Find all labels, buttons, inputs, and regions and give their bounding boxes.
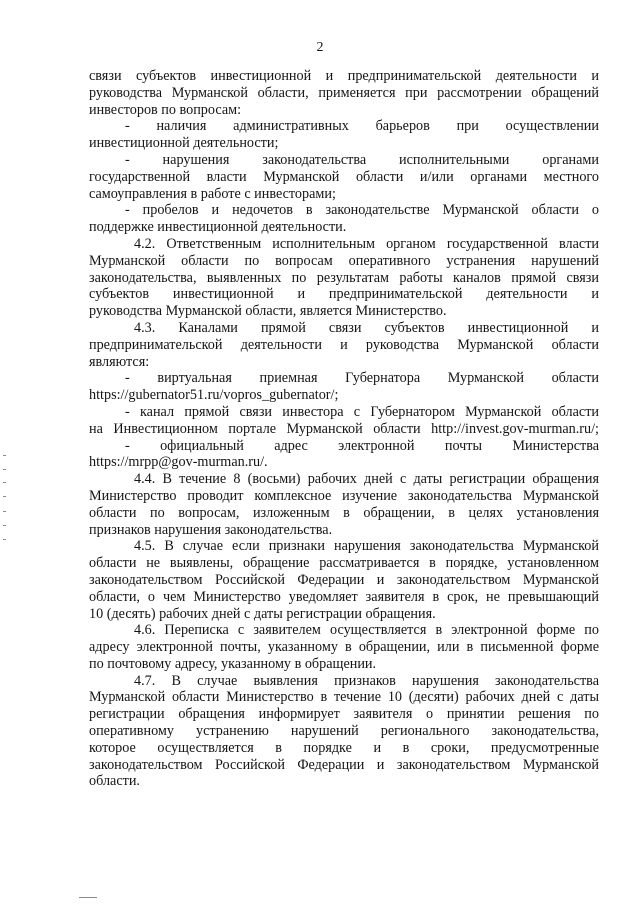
text-line: регистрации обращения информирует заявителя о принятии решения по — [89, 706, 599, 723]
list-item-line: - пробелов и недочетов в законодательстве Мурманской области о — [125, 202, 599, 219]
list-item-line: - официальный адрес электронной почты Министерства — [125, 437, 599, 454]
text-line: инвестиционной деятельности; — [89, 135, 279, 152]
text-line: по почтовому адресу, указанному в обращении. — [89, 655, 377, 672]
text-line: 10 (десять) рабочих дней с даты регистрации обращения. — [89, 605, 436, 622]
list-item-line: - наличия административных барьеров при осуществлении — [125, 118, 599, 135]
page-number: 2 — [316, 40, 324, 55]
text-line: области не выявлены, обращение рассматривается в порядке, установленном — [89, 555, 599, 572]
text-line: инвесторов по вопросам: — [89, 101, 242, 118]
text-line: области. — [89, 773, 140, 790]
paragraph-line: 4.7. В случае выявления признаков нарушения законодательства — [134, 672, 599, 689]
list-item-line: - нарушения законодательства исполнительными органами — [125, 151, 599, 168]
paragraph-line: 4.2. Ответственным исполнительным органом государственной власти — [134, 235, 599, 252]
text-line: https://gubernator51.ru/vopros_gubernator/; — [89, 387, 339, 404]
text-line: Мурманской области Министерство в течение 10 (десяти) рабочих дней с даты — [89, 689, 599, 706]
text-line: поддержке инвестиционной деятельности. — [89, 219, 347, 236]
text-line: области, о чем Министерство уведомляет заявителя в срок, не превышающий — [89, 588, 599, 605]
text-line: субъектов инвестиционной и предпринимательской деятельности и — [89, 286, 599, 303]
text-line: области по вопросам, изложенным в обращении, в целях установления — [89, 504, 599, 521]
paragraph-line: 4.5. В случае если признаки нарушения законодательства Мурманской — [134, 538, 599, 555]
paragraph-line: 4.4. В течение 8 (восьми) рабочих дней с даты регистрации обращения — [134, 471, 599, 488]
text-line: руководства Мурманской области, является Министерство. — [89, 303, 447, 320]
text-line: признаков нарушения законодательства. — [89, 521, 333, 538]
list-item-line: - виртуальная приемная Губернатора Мурманской области — [125, 370, 599, 387]
text-line: законодательством Российской Федерации и законодательством Мурманской — [89, 571, 599, 588]
footer-rule — [79, 897, 97, 898]
text-line: Министерство проводит комплексное изучение законодательства Мурманской — [89, 487, 599, 504]
text-line: адресу электронной почты, указанному в обращении, или в письменной форме — [89, 639, 599, 656]
list-item-line: - канал прямой связи инвестора с Губернатором Мурманской области — [125, 403, 599, 420]
scan-margin-marks — [3, 455, 13, 540]
text-line: оперативному устранению нарушений регионального законодательства, — [89, 723, 599, 740]
text-line: предпринимательской деятельности и руководства Мурманской области — [89, 336, 599, 353]
document-body — [89, 68, 599, 790]
paragraph-line: 4.3. Каналами прямой связи субъектов инвестиционной и — [134, 319, 599, 336]
paragraph-line: 4.6. Переписка с заявителем осуществляется в электронной форме по — [134, 622, 599, 639]
text-line: законодательством Российской Федерации и законодательством Мурманской — [89, 756, 599, 773]
text-line: являются: — [89, 353, 150, 370]
text-line: которое осуществляется в порядке и в сроки, предусмотренные — [89, 739, 599, 756]
text-line: Мурманской области по вопросам оперативного устранения нарушений — [89, 252, 599, 269]
text-line: руководства Мурманской области, применяется при рассмотрении обращений — [89, 84, 599, 101]
text-line: связи субъектов инвестиционной и предпринимательской деятельности и — [89, 68, 599, 84]
text-line: https://mrpp@gov-murman.ru/. — [89, 454, 268, 471]
text-line: законодательства, выявленных по результатам работы каналов прямой связи — [89, 269, 599, 286]
text-line: на Инвестиционном портале Мурманской области http://invest.gov-murman.ru/; — [89, 420, 599, 437]
text-line: государственной власти Мурманской области и/или органами местного — [89, 168, 599, 185]
text-line: самоуправления в работе с инвесторами; — [89, 185, 336, 202]
